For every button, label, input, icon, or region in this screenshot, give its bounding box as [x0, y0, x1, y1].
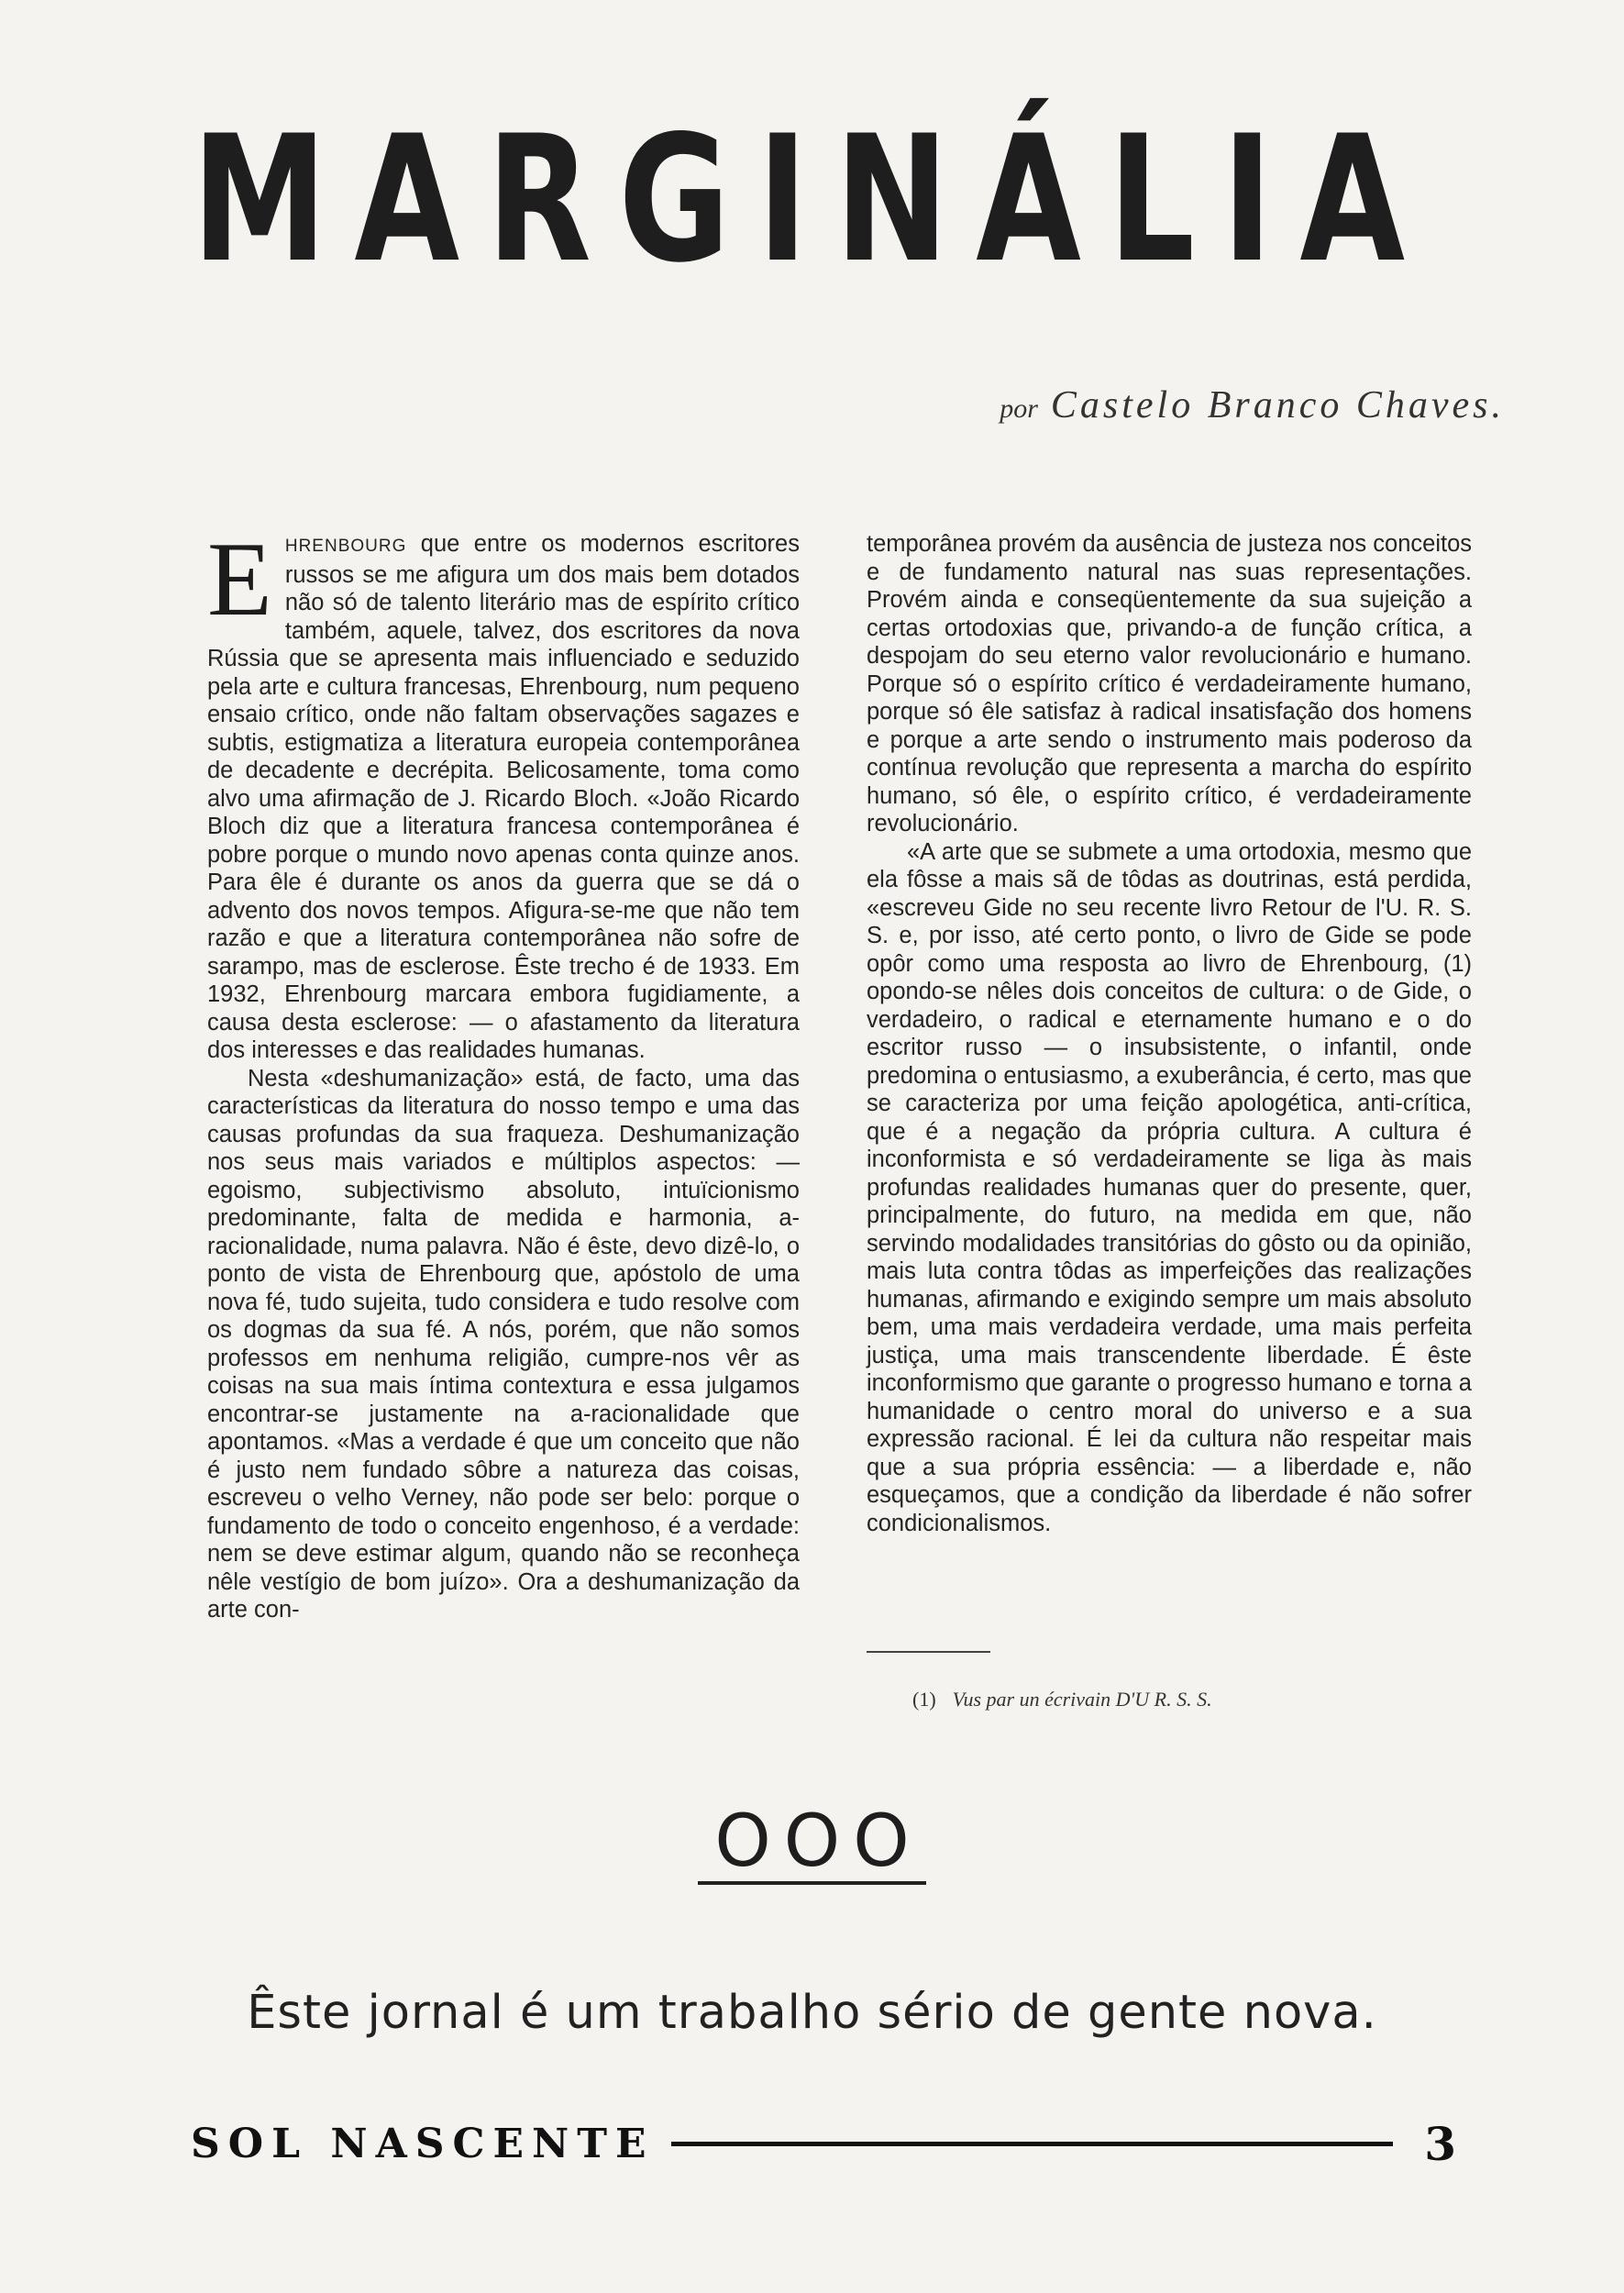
ornament: [0, 1802, 1624, 1885]
byline: [1000, 383, 1505, 427]
page-footer: [191, 2116, 1456, 2171]
article-column-right: [867, 530, 1472, 1537]
page-title: MARGINÁLIA: [192, 98, 1432, 301]
footnote-text: Vus par un écrivain D'U R. S. S.: [952, 1688, 1212, 1711]
article-paragraph: temporânea provém da ausência de justeza nos conceitos e de fundamento natural nas suas representações. Provém ainda e conseqüentemente da sua sujeição a certas ortodoxias que, privando-a de função crítica, a despojam do seu eterno valor revolucionário e humano. Porque só o espírito crítico é verdadeiramente humano, porque só êle satisfaz à radical insatisfação dos homens e porque a arte sendo o instrumento mais poderoso da contínua revolução que representa a marcha do espírito humano, só êle, o espírito crítico, é verdadeiramente revolucionário.: [867, 531, 1472, 836]
footnote-marker: (1): [912, 1688, 936, 1711]
article-paragraph: [207, 521, 800, 1065]
page-number: 3: [1424, 2116, 1456, 2171]
article-paragraph: «A arte que se submete a uma ortodoxia, mesmo que ela fôsse a mais sã de tôdas as doutrinas, está perdida, «escreveu Gide no seu recente livro Retour de l'U. R. S. S. e, por isso, até certo ponto, o livro de Gide se pode opôr como uma resposta ao livro de Ehrenbourg, (1) opondo-se nêles dois conceitos de cultura: o de Gide, o verdadeiro, o radical e eternamente humano e o do escritor russo — o insubsistente, o infantil, onde predomina o entusiasmo, a exuberância, é certo, mas que se caracteriza por uma feição apologética, anti-crítica, que é a negação da própria cultura. A cultura é inconformista e só verdadeiramente se liga às mais profundas realidades humanas quer do presente, quer, principalmente, do futuro, na medida em que, não servindo modalidades transitórias do gôsto ou da opinião, mais luta contra tôdas as imperfeições das realizações humanas, afirmando e exigindo sempre um mais absoluto bem, uma mais verdadeira verdade, uma mais perfeita justiça, uma mais transcendente liberdade. É êste inconformismo que garante o progresso humano e torna a humanidade o centro moral do universo e a sua expressão racional. É lei da cultura não respeitar mais que a sua própria essência: — a liberdade e, não esqueçamos, que a condição da liberdade é não sofrer condicionalismos.: [867, 838, 1472, 1536]
footnote-divider: [867, 1651, 990, 1653]
byline-prefix: por: [1000, 393, 1038, 424]
first-word-smallcaps: HRENBOURG: [284, 537, 407, 556]
ornament-rings: OOO: [698, 1802, 925, 1885]
slogan: Êste jornal é um trabalho sério de gente nova.: [247, 1986, 1377, 2040]
drop-cap: E: [207, 521, 272, 638]
footnote: [912, 1688, 1212, 1711]
article-column-left: [207, 521, 800, 1624]
byline-author: Castelo Branco Chaves.: [1050, 384, 1505, 426]
journal-name: SOL NASCENTE: [191, 2120, 655, 2167]
footer-rule: [671, 2142, 1394, 2146]
article-paragraph-text: que entre os modernos escritores russos se me afigura um dos mais bem dotados não só de talento literário mas de espírito crítico também, aquele, talvez, dos escritores da nova Rússia que se apresenta mais influenciado e seduzido pela arte e cultura francesas, Ehrenbourg, num pequeno ensaio crítico, onde não faltam observações sagazes e subtis, estigmatiza a literatura europeia contemporânea de decadente e decrépita. Belicosamente, toma como alvo uma afirmação de J. Ricardo Bloch. «João Ricardo Bloch diz que a literatura francesa contemporânea é pobre porque o mundo novo apenas conta quinze anos. Para êle é durante os anos da guerra que se dá o advento dos novos tempos. Afigura-se-me que não tem razão e que a literatura contemporânea não sofre de sarampo, mas de esclerose. Êste trecho é de 1933. Em 1932, Ehrenbourg marcara embora fugidiamente, a causa desta esclerose: — o afastamento da literatura dos interesses e das realidades humanas.: [207, 531, 800, 1063]
article-paragraph: Nesta «deshumanização» está, de facto, uma das características da literatura do nosso tempo e uma das causas profundas da sua fraqueza. Deshumanização nos seus mais variados e múltiplos aspectos: — egoismo, subjectivismo absoluto, intuïcionismo predominante, falta de medida e harmonia, a-racionalidade, numa palavra. Não é êste, devo dizê-lo, o ponto de vista de Ehrenbourg que, apóstolo de uma nova fé, tudo sujeita, tudo considera e tudo resolve com os dogmas da sua fé. A nós, porém, que não somos professos em nenhuma religião, cumpre-nos vêr as coisas na sua mais íntima contextura e essa julgamos encontrar-se justamente na a-racionalidade que apontamos. «Mas a verdade é que um conceito que não é justo nem fundado sôbre a natureza das coisas, escreveu o velho Verney, não pode ser belo: porque o fundamento de todo o conceito engenhoso, é a verdade: nem se deve estimar algum, quando não se reconheça nêle vestígio de bom juízo». Ora a deshumanização da arte con-: [207, 1065, 800, 1623]
